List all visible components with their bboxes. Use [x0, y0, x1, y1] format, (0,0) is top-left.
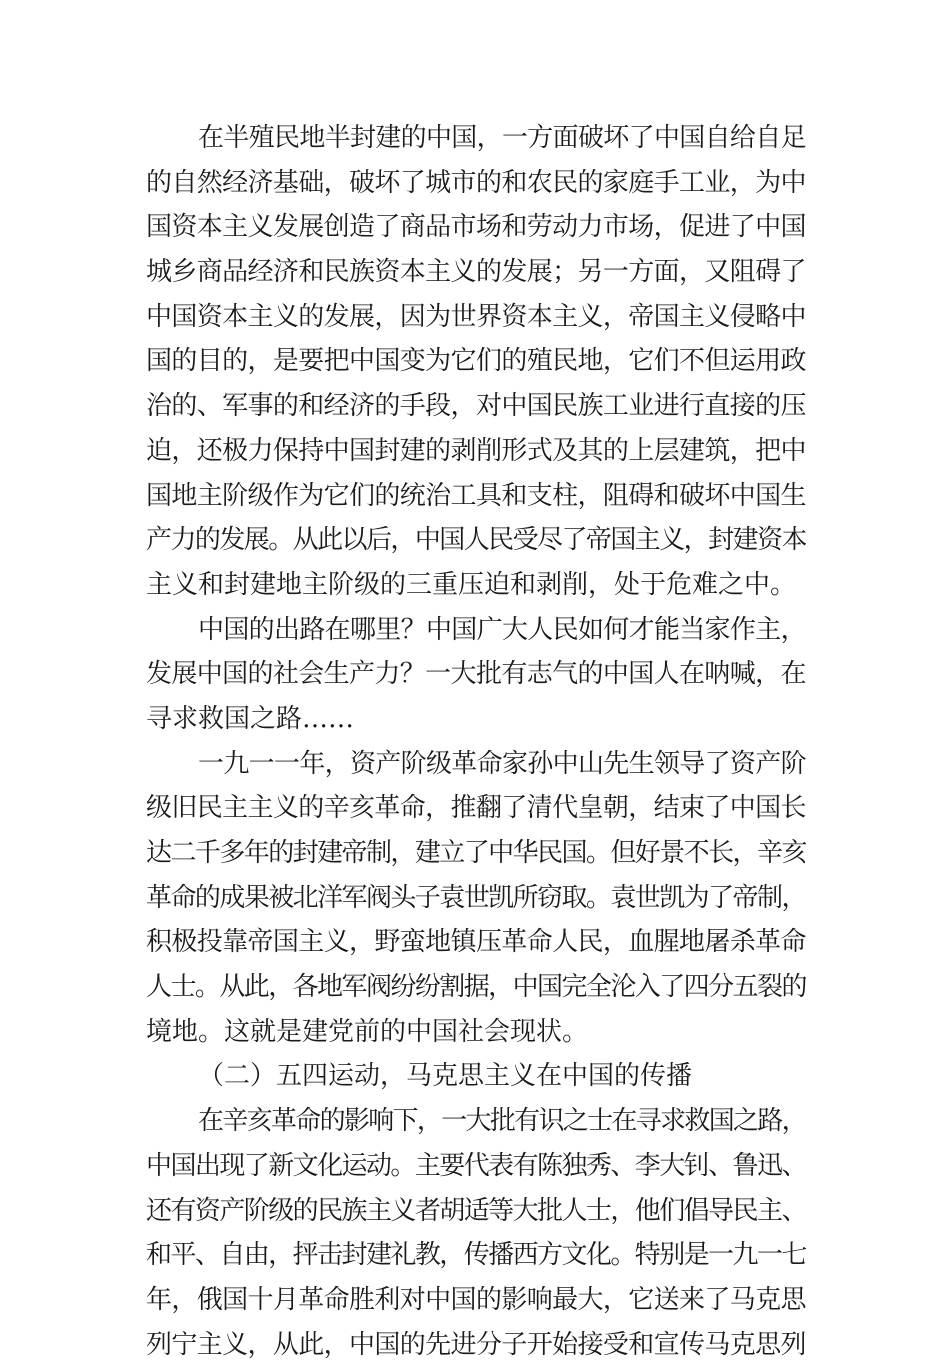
text-line: 发展中国的社会生产力？一大批有志气的中国人在呐喊，在 — [146, 659, 806, 690]
text-line: 国地主阶级作为它们的统治工具和支柱，阻碍和破坏中国生 — [146, 480, 806, 511]
body-text — [146, 116, 806, 1367]
text-line: 级旧民主主义的辛亥革命，推翻了清代皇朝，结束了中国长 — [146, 793, 806, 824]
text-line: 境地。这就是建党前的中国社会现状。 — [146, 1016, 589, 1047]
text-line: 的自然经济基础，破坏了城市的和农民的家庭手工业，为中 — [146, 167, 806, 198]
text-line: 寻求救国之路…… — [146, 703, 355, 734]
text-line: 还有资产阶级的民族主义者胡适等大批人士，他们倡导民主、 — [146, 1195, 806, 1226]
text-line: 国的目的，是要把中国变为它们的殖民地，它们不但运用政 — [146, 346, 806, 377]
text-line: 革命的成果被北洋军阀头子袁世凯所窃取。袁世凯为了帝制， — [146, 882, 806, 913]
text-line: 迫，还极力保持中国封建的剥削形式及其的上层建筑，把中 — [146, 435, 806, 466]
paragraph — [146, 116, 806, 608]
text-line: 中国资本主义的发展，因为世界资本主义，帝国主义侵略中 — [146, 301, 806, 332]
text-line: 中国出现了新文化运动。主要代表有陈独秀、李大钊、鲁迅、 — [146, 1150, 806, 1181]
text-line: 在半殖民地半封建的中国，一方面破坏了中国自给自足 — [198, 123, 806, 153]
text-line: 积极投靠帝国主义，野蛮地镇压革命人民，血腥地屠杀革命 — [146, 927, 806, 958]
text-line: 中国的出路在哪里？中国广大人民如何才能当家作主， — [198, 614, 806, 645]
paragraph — [146, 1099, 806, 1367]
text-line: 人士。从此，各地军阀纷纷割据，中国完全沦入了四分五裂的 — [146, 972, 806, 1003]
text-line: 主义和封建地主阶级的三重压迫和剥削，处于危难之中。 — [146, 569, 797, 600]
text-line: 年，俄国十月革命胜利对中国的影响最大，它送来了马克思 — [146, 1284, 806, 1315]
text-line: 一九一一年，资产阶级革命家孙中山先生领导了资产阶 — [198, 748, 806, 779]
text-line: （二）五四运动，马克思主义在中国的传播 — [198, 1061, 693, 1092]
text-line: 在辛亥革命的影响下，一大批有识之士在寻求救国之路， — [198, 1106, 806, 1137]
text-line: 和平、自由，抨击封建礼教，传播西方文化。特别是一九一七 — [146, 1240, 806, 1271]
paragraph — [146, 608, 806, 742]
text-line: 治的、军事的和经济的手段，对中国民族工业进行直接的压 — [146, 391, 806, 422]
text-line: 产力的发展。从此以后，中国人民受尽了帝国主义，封建资本 — [146, 525, 806, 556]
text-line: 城乡商品经济和民族资本主义的发展；另一方面，又阻碍了 — [146, 257, 806, 288]
text-line: 列宁主义，从此，中国的先进分子开始接受和宣传马克思列 — [146, 1329, 806, 1360]
text-line: 国资本主义发展创造了商品市场和劳动力市场，促进了中国 — [146, 212, 806, 243]
text-line: 达二千多年的封建帝制，建立了中华民国。但好景不长，辛亥 — [146, 838, 806, 868]
paragraph — [146, 1054, 806, 1099]
paragraph — [146, 742, 806, 1055]
